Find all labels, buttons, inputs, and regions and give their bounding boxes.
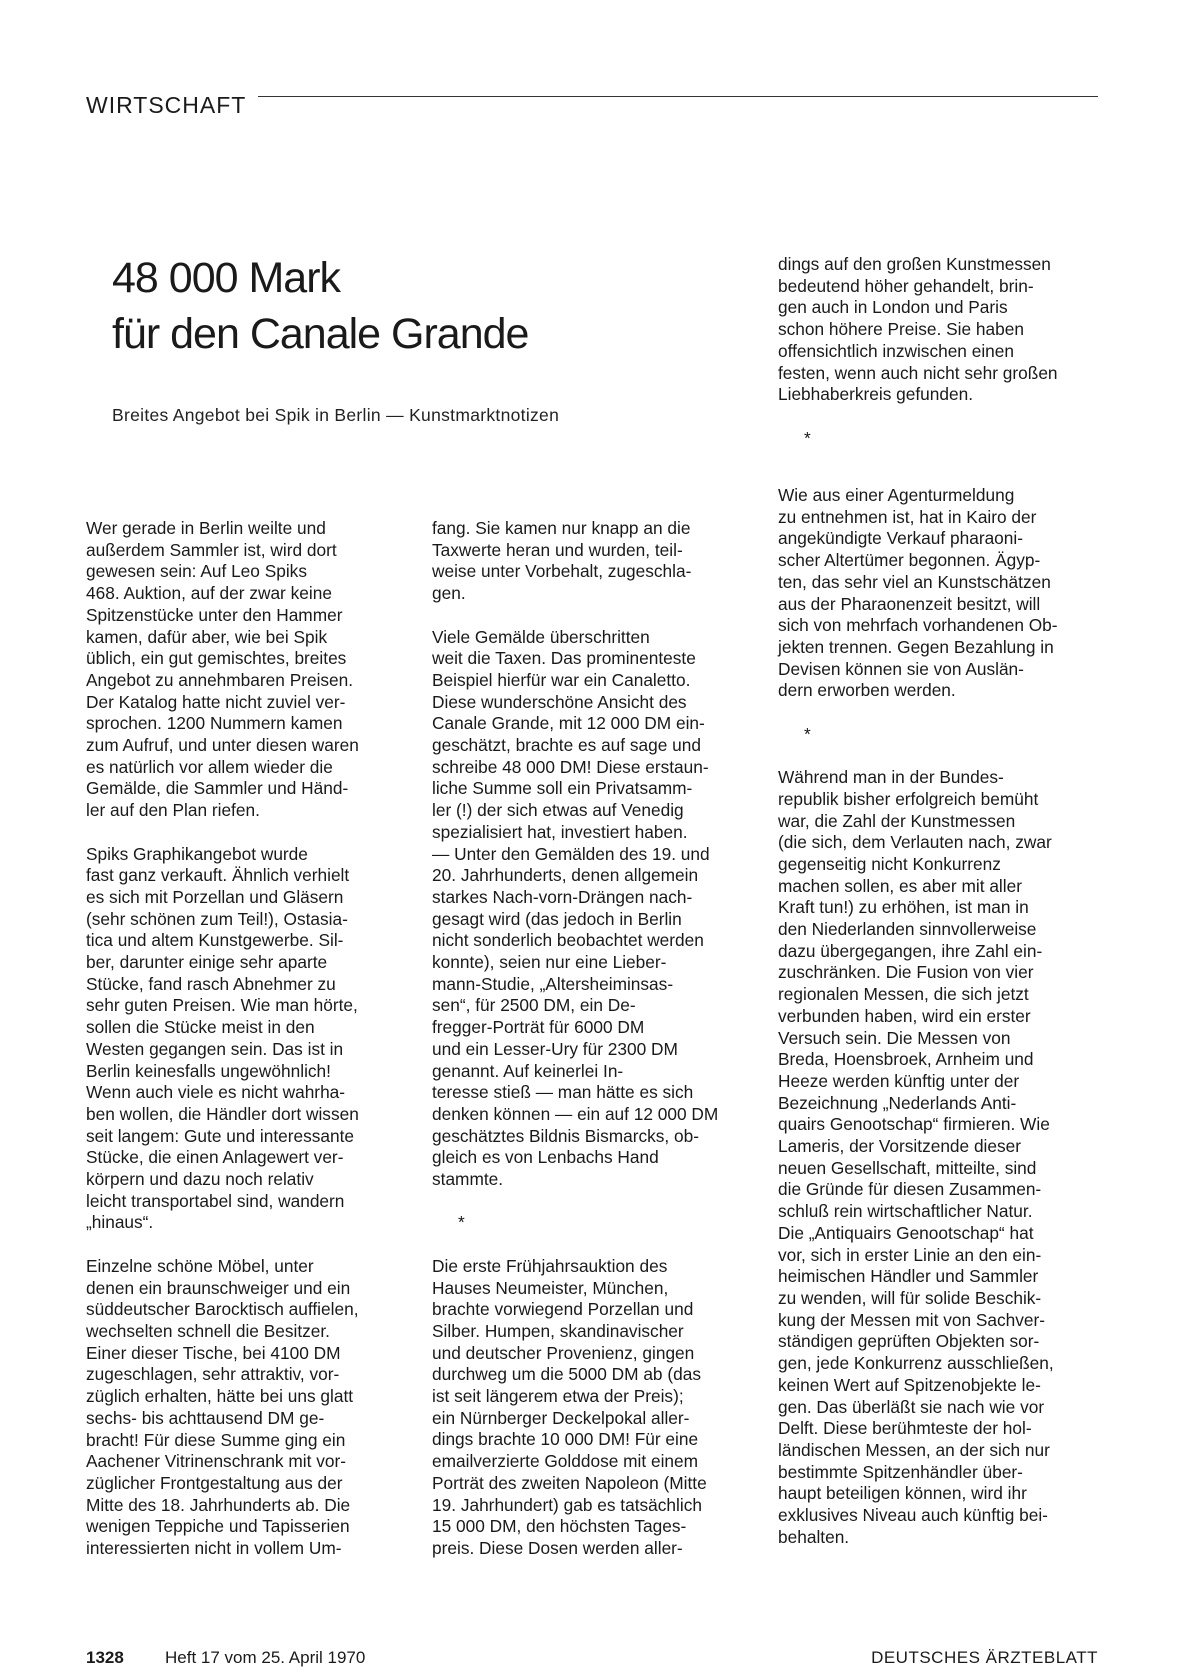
text-line: gen. Das überläßt sie nach wie vor xyxy=(778,1396,1045,1417)
text-line: süddeutscher Barocktisch auffielen, xyxy=(86,1299,359,1320)
text-line: und ein Lesser-Ury für 2300 DM xyxy=(432,1038,678,1059)
paragraph xyxy=(778,254,1088,406)
text-line: ler auf den Plan riefen. xyxy=(86,800,260,821)
text-line: emailverzierte Golddose mit einem xyxy=(432,1451,699,1472)
text-line: Beispiel hierfür war ein Canaletto. xyxy=(432,669,691,690)
text-line: geschätzt, brachte es auf sage und xyxy=(432,735,701,756)
text-line: heimischen Händler und Sammler xyxy=(778,1266,1039,1287)
text-line: liche Summe soll ein Privatsamm- xyxy=(432,778,693,799)
text-line: durchweg um die 5000 DM ab (das xyxy=(432,1364,701,1385)
text-line: machen sollen, es aber mit aller xyxy=(778,875,1022,896)
page-number: 1328 xyxy=(86,1648,124,1667)
paragraph xyxy=(432,1256,742,1560)
text-line: Die „Antiquairs Genootschap“ hat xyxy=(778,1222,1034,1243)
text-line: fregger-Porträt für 6000 DM xyxy=(432,1017,645,1038)
text-line: gleich es von Lenbachs Hand xyxy=(432,1147,659,1168)
text-line: es natürlich vor allem wieder die xyxy=(86,756,333,777)
article-subtitle: Breites Angebot bei Spik in Berlin — Kunstmarktnotizen xyxy=(112,405,560,425)
paragraph xyxy=(86,1256,396,1560)
text-line: ben wollen, die Händler dort wissen xyxy=(86,1103,359,1124)
text-line: gesagt wird (das jedoch in Berlin xyxy=(432,908,682,929)
text-line: Spitzenstücke unter den Hammer xyxy=(86,604,343,625)
text-line: Devisen können sie von Auslän- xyxy=(778,658,1024,679)
text-line: gegenseitig nicht Konkurrenz xyxy=(778,853,1001,874)
column-3-top xyxy=(778,254,1088,449)
text-line: sehr guten Preisen. Wie man hörte, xyxy=(86,995,358,1016)
text-line: konnte), seien nur eine Lieber- xyxy=(432,952,667,973)
text-line: tica und altem Kunstgewerbe. Sil- xyxy=(86,930,344,951)
text-line: spezialisiert hat, investiert haben. xyxy=(432,821,688,842)
text-line: dings brachte 10 000 DM! Für eine xyxy=(432,1429,699,1450)
text-line: angekündigte Verkauf pharaoni- xyxy=(778,528,1024,549)
text-line: außerdem Sammler ist, wird dort xyxy=(86,539,337,560)
text-line: Taxwerte heran und wurden, teil- xyxy=(432,539,683,560)
text-line: verbunden haben, wird ein erster xyxy=(778,1005,1031,1026)
text-line: Hauses Neumeister, München, xyxy=(432,1277,669,1298)
text-line: zum Aufruf, und unter diesen waren xyxy=(86,735,359,756)
text-line: „hinaus“. xyxy=(86,1212,154,1233)
text-line: Viele Gemälde überschritten xyxy=(432,626,650,647)
text-line: Wie aus einer Agenturmeldung xyxy=(778,485,1015,505)
text-line: zu wenden, will für solide Beschik- xyxy=(778,1287,1042,1308)
text-line: bedeutend höher gehandelt, brin- xyxy=(778,275,1034,296)
text-line: offensichtlich inzwischen einen xyxy=(778,340,1014,361)
text-line: denen ein braunschweiger und ein xyxy=(86,1277,351,1298)
section-separator: * xyxy=(804,723,811,744)
header-rule xyxy=(258,96,1098,97)
text-line: Mitte des 18. Jahrhunderts ab. Die xyxy=(86,1494,351,1515)
text-line: Diese wunderschöne Ansicht des xyxy=(432,691,687,712)
text-line: züglicher Frontgestaltung aus der xyxy=(86,1472,343,1493)
text-line: dern erworben werden. xyxy=(778,680,956,701)
text-line: 15 000 DM, den höchsten Tages- xyxy=(432,1516,687,1537)
paragraph xyxy=(86,844,396,1235)
text-line: ein Nürnberger Deckelpokal aller- xyxy=(432,1407,690,1428)
text-line: ländischen Messen, an der sich nur xyxy=(778,1439,1050,1460)
text-line: gen. xyxy=(432,583,466,604)
text-line: und deutscher Provenienz, gingen xyxy=(432,1342,695,1363)
text-line: Lameris, der Vorsitzende dieser xyxy=(778,1136,1022,1157)
text-line: Stücke, die einen Anlagewert ver- xyxy=(86,1147,344,1168)
text-line: gen auch in London und Paris xyxy=(778,297,1008,318)
text-line: Silber. Humpen, skandinavischer xyxy=(432,1320,684,1341)
text-line: nicht sonderlich beobachtet werden xyxy=(432,930,704,951)
text-line: ständigen geprüften Objekten sor- xyxy=(778,1331,1040,1352)
text-line: ber, darunter einige sehr aparte xyxy=(86,952,328,973)
text-line: Spiks Graphikangebot wurde xyxy=(86,843,308,864)
text-line: regionalen Messen, die sich jetzt xyxy=(778,984,1029,1005)
text-line: aus der Pharaonenzeit besitzt, will xyxy=(778,593,1041,614)
text-line: quairs Genootschap“ firmieren. Wie xyxy=(778,1114,1050,1135)
text-line: ler (!) der sich etwas auf Venedig xyxy=(432,800,684,821)
text-line: 19. Jahrhundert) gab es tatsächlich xyxy=(432,1494,702,1515)
text-line: schon höhere Preise. Sie haben xyxy=(778,319,1024,340)
text-line: Aachener Vitrinenschrank mit vor- xyxy=(86,1451,346,1472)
text-line: zugeschlagen, sehr attraktiv, vor- xyxy=(86,1364,340,1385)
text-line: (die sich, dem Verlauten nach, zwar xyxy=(778,832,1052,853)
text-line: Angebot zu annehmbaren Preisen. xyxy=(86,669,354,690)
text-line: weit die Taxen. Das prominenteste xyxy=(432,648,696,669)
journal-name: DEUTSCHES ÄRZTEBLATT xyxy=(871,1648,1098,1667)
text-line: dazu übergegangen, ihre Zahl ein- xyxy=(778,940,1043,961)
text-line: teresse stieß — man hätte es sich xyxy=(432,1082,694,1103)
section-separator: * xyxy=(804,427,811,448)
text-line: die Gründe für diesen Zusammen- xyxy=(778,1179,1042,1200)
text-line: wechselten schnell die Besitzer. xyxy=(86,1320,330,1341)
text-line: starkes Nach-vorn-Drängen nach- xyxy=(432,886,693,907)
text-line: behalten. xyxy=(778,1526,850,1547)
text-line: — Unter den Gemälden des 19. und xyxy=(432,843,710,864)
text-line: war, die Zahl der Kunstmessen xyxy=(778,810,1016,831)
issue-info: Heft 17 vom 25. April 1970 xyxy=(165,1648,366,1667)
text-line: preis. Diese Dosen werden aller- xyxy=(432,1538,683,1558)
text-line: Einzelne schöne Möbel, unter xyxy=(86,1255,314,1276)
text-line: Wer gerade in Berlin weilte und xyxy=(86,518,326,538)
text-line: neuen Gesellschaft, mitteilte, sind xyxy=(778,1157,1037,1178)
text-line: bracht! Für diese Summe ging ein xyxy=(86,1429,346,1450)
text-line: Einer dieser Tische, bei 4100 DM xyxy=(86,1342,341,1363)
text-line: es sich mit Porzellan und Gläsern xyxy=(86,886,344,907)
text-line: stammte. xyxy=(432,1169,504,1190)
section-separator: * xyxy=(458,1212,465,1233)
text-line: Porträt des zweiten Napoleon (Mitte xyxy=(432,1472,707,1493)
text-line: interessierten nicht in vollem Um- xyxy=(86,1538,342,1559)
text-line: schluß rein wirtschaftlicher Natur. xyxy=(778,1201,1033,1222)
text-line: 20. Jahrhunderts, denen allgemein xyxy=(432,865,699,886)
text-line: Westen gegangen sein. Das ist in xyxy=(86,1038,344,1059)
text-line: denken können — ein auf 12 000 DM xyxy=(432,1103,719,1124)
text-line: mann-Studie, „Altersheiminsas- xyxy=(432,973,674,994)
text-line: Die erste Frühjahrsauktion des xyxy=(432,1255,668,1276)
text-line: 468. Auktion, auf der zwar keine xyxy=(86,583,332,604)
paragraph xyxy=(432,627,742,1191)
text-line: Heeze werden künftig unter der xyxy=(778,1070,1020,1091)
text-line: fang. Sie kamen nur knapp an die xyxy=(432,518,691,538)
text-line: haupt beteiligen können, wird ihr xyxy=(778,1483,1027,1504)
text-line: Der Katalog hatte nicht zuviel ver- xyxy=(86,691,346,712)
text-line: fast ganz verkauft. Ähnlich verhielt xyxy=(86,865,350,886)
paragraph xyxy=(432,518,742,605)
text-line: den Niederlanden sinnvollerweise xyxy=(778,919,1037,940)
text-line: Stücke, fand rasch Abnehmer zu xyxy=(86,973,336,994)
column-1 xyxy=(86,518,396,1560)
text-line: dings auf den großen Kunstmessen xyxy=(778,254,1051,274)
text-line: Delft. Diese berühmteste der hol- xyxy=(778,1418,1032,1439)
paragraph xyxy=(778,767,1088,1548)
text-line: sechs- bis achttausend DM ge- xyxy=(86,1407,325,1428)
text-line: Canale Grande, mit 12 000 DM ein- xyxy=(432,713,705,734)
text-line: republik bisher erfolgreich bemüht xyxy=(778,788,1039,809)
text-line: sich von mehrfach vorhandenen Ob- xyxy=(778,615,1058,636)
text-line: scher Altertümer begonnen. Ägyp- xyxy=(778,550,1041,571)
section-label: WIRTSCHAFT xyxy=(86,92,247,118)
text-line: Während man in der Bundes- xyxy=(778,767,1004,788)
headline-line-1: 48 000 Mark xyxy=(112,254,341,302)
text-line: brachte vorwiegend Porzellan und xyxy=(432,1299,694,1320)
headline-line-2: für den Canale Grande xyxy=(112,310,529,358)
paragraph xyxy=(778,485,1088,702)
text-line: leicht transportabel sind, wandern xyxy=(86,1190,345,1211)
text-line: keinen Wert auf Spitzenobjekte le- xyxy=(778,1374,1041,1395)
text-line: sen“, für 2500 DM, ein De- xyxy=(432,995,636,1016)
text-line: schreibe 48 000 DM! Diese erstaun- xyxy=(432,756,709,777)
text-line: sprochen. 1200 Nummern kamen xyxy=(86,713,343,734)
paragraph xyxy=(86,518,396,822)
text-line: jekten trennen. Gegen Bezahlung in xyxy=(778,636,1054,657)
text-line: exklusives Niveau auch künftig bei- xyxy=(778,1505,1048,1526)
text-line: gewesen sein: Auf Leo Spiks xyxy=(86,561,307,582)
text-line: geschätztes Bildnis Bismarcks, ob- xyxy=(432,1125,699,1146)
article-headline xyxy=(112,250,528,362)
text-line: vor, sich in erster Linie an den ein- xyxy=(778,1244,1042,1265)
text-line: Wenn auch viele es nicht wahrha- xyxy=(86,1082,346,1103)
text-line: kamen, dafür aber, wie bei Spik xyxy=(86,626,328,647)
text-line: züglich erhalten, hätte bei uns glatt xyxy=(86,1386,354,1407)
text-line: genannt. Auf keinerlei In- xyxy=(432,1060,624,1081)
text-line: sollen die Stücke meist in den xyxy=(86,1017,315,1038)
text-line: weise unter Vorbehalt, zugeschla- xyxy=(432,561,692,582)
text-line: Breda, Hoensbroek, Arnheim und xyxy=(778,1049,1034,1070)
column-2 xyxy=(432,518,742,1560)
text-line: üblich, ein gut gemischtes, breites xyxy=(86,648,347,669)
text-line: zuschränken. Die Fusion von vier xyxy=(778,962,1034,983)
text-line: kung der Messen mit von Sachver- xyxy=(778,1309,1046,1330)
text-line: seit langem: Gute und interessante xyxy=(86,1125,355,1146)
text-line: wenigen Teppiche und Tapisserien xyxy=(86,1516,350,1537)
text-line: Liebhaberkreis gefunden. xyxy=(778,384,974,405)
text-line: Versuch sein. Die Messen von xyxy=(778,1027,1011,1048)
text-line: körpern und dazu noch relativ xyxy=(86,1169,314,1190)
text-line: ten, das sehr viel an Kunstschätzen xyxy=(778,571,1051,592)
column-3 xyxy=(778,485,1088,1548)
text-line: Berlin keinesfalls ungewöhnlich! xyxy=(86,1060,331,1081)
text-line: Bezeichnung „Nederlands Anti- xyxy=(778,1092,1017,1113)
text-line: (sehr schönen zum Teil!), Ostasia- xyxy=(86,908,348,929)
text-line: Gemälde, die Sammler und Händ- xyxy=(86,778,349,799)
text-line: Kraft tun!) zu erhöhen, ist man in xyxy=(778,897,1029,918)
text-line: zu entnehmen ist, hat in Kairo der xyxy=(778,506,1037,527)
text-line: bestimmte Spitzenhändler über- xyxy=(778,1461,1023,1482)
text-line: gen, jede Konkurrenz ausschließen, xyxy=(778,1353,1054,1374)
text-line: ist seit längerem etwa der Preis); xyxy=(432,1386,684,1407)
text-line: festen, wenn auch nicht sehr großen xyxy=(778,362,1058,383)
